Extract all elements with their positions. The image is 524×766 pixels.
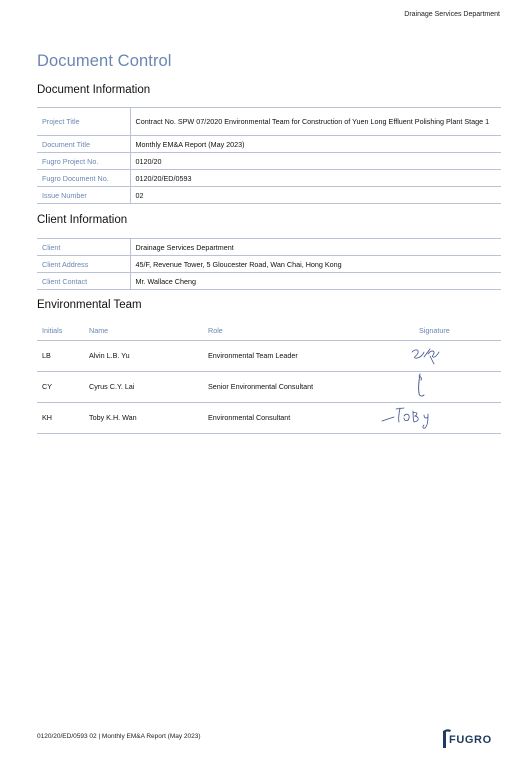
column-header-name: Name: [84, 322, 203, 340]
page-title: Document Control: [37, 52, 172, 70]
row-value: 02: [130, 187, 501, 204]
row-value: 0120/20: [130, 153, 501, 170]
fugro-logo-text: FUGRO: [449, 734, 492, 746]
column-header-initials: Initials: [37, 322, 84, 340]
handwritten-signature: [384, 372, 474, 403]
table-row: [37, 371, 501, 402]
row-value: 0120/20/ED/0593: [130, 170, 501, 187]
row-label: Client: [37, 239, 130, 256]
member-initials: LB: [37, 340, 84, 371]
member-role: Environmental Consultant: [203, 402, 414, 433]
table-row: [37, 402, 501, 433]
client-information-table: [37, 238, 501, 290]
table-row: [37, 256, 501, 273]
table-header-row: [37, 322, 501, 340]
table-row: [37, 170, 501, 187]
row-value: 45/F, Revenue Tower, 5 Gloucester Road, Wan Chai, Hong Kong: [130, 256, 501, 273]
member-initials: KH: [37, 402, 84, 433]
column-header-signature: Signature: [414, 322, 501, 340]
fugro-logo: [442, 728, 504, 750]
row-label: Fugro Project No.: [37, 153, 130, 170]
table-row: [37, 153, 501, 170]
row-label: Fugro Document No.: [37, 170, 130, 187]
environmental-team-table: [37, 322, 501, 434]
document-information-heading: Document Information: [37, 84, 151, 96]
environmental-team-heading: Environmental Team: [37, 299, 142, 311]
member-initials: CY: [37, 371, 84, 402]
row-value: Mr. Wallace Cheng: [130, 273, 501, 290]
handwritten-signature: [384, 341, 474, 372]
document-information-table: [37, 107, 501, 204]
row-label: Project Title: [37, 108, 130, 136]
member-name: Alvin L.B. Yu: [84, 340, 203, 371]
row-label: Issue Number: [37, 187, 130, 204]
row-label: Document Title: [37, 136, 130, 153]
row-label: Client Address: [37, 256, 130, 273]
table-row: [37, 108, 501, 136]
row-value: Monthly EM&A Report (May 2023): [130, 136, 501, 153]
handwritten-signature: [384, 403, 484, 434]
table-row: [37, 340, 501, 371]
row-value: Contract No. SPW 07/2020 Environmental Team for Construction of Yuen Long Effluent Polishing Plant Stage 1: [130, 108, 501, 136]
member-name: Cyrus C.Y. Lai: [84, 371, 203, 402]
header-department: Drainage Services Department: [404, 11, 500, 18]
member-role: Environmental Team Leader: [203, 340, 414, 371]
table-row: [37, 239, 501, 256]
client-information-heading: Client Information: [37, 214, 128, 226]
member-name: Toby K.H. Wan: [84, 402, 203, 433]
table-row: [37, 273, 501, 290]
signature-cell: [414, 340, 501, 371]
table-row: [37, 136, 501, 153]
signature-cell: [414, 402, 501, 433]
row-label: Client Contact: [37, 273, 130, 290]
signature-cell: [414, 371, 501, 402]
column-header-role: Role: [203, 322, 414, 340]
member-role: Senior Environmental Consultant: [203, 371, 414, 402]
row-value: Drainage Services Department: [130, 239, 501, 256]
footer-document-reference: 0120/20/ED/0593 02 | Monthly EM&A Report (May 2023): [37, 733, 201, 740]
table-row: [37, 187, 501, 204]
